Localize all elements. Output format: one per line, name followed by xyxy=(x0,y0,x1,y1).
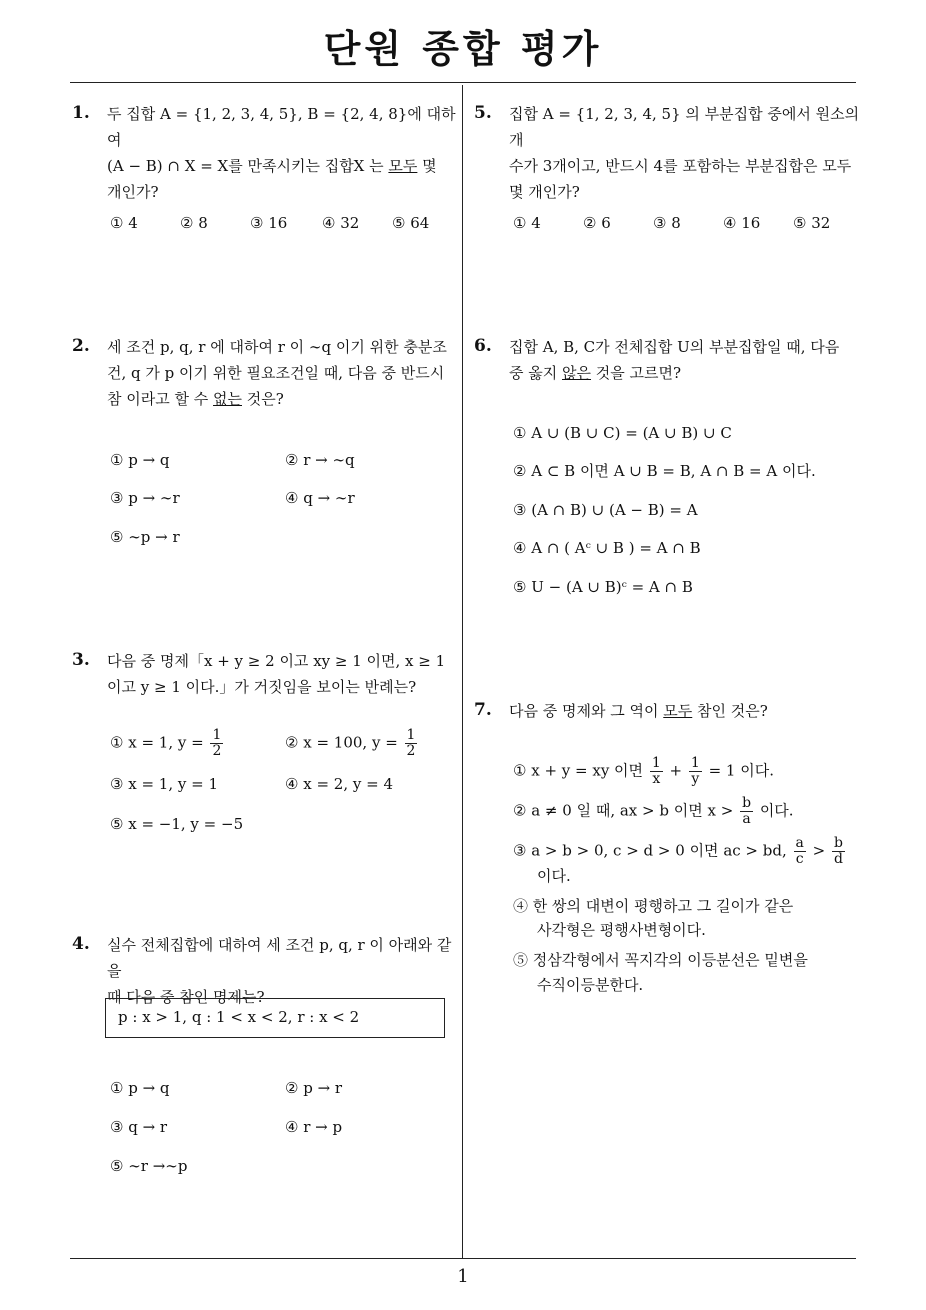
question-3 xyxy=(72,648,458,700)
answer-choices xyxy=(513,752,858,1002)
fraction xyxy=(405,728,418,759)
question-number: 4. xyxy=(72,934,90,954)
question-6 xyxy=(474,334,860,386)
text-line xyxy=(107,386,458,412)
question-number: 6. xyxy=(474,336,492,356)
question-text xyxy=(107,648,458,700)
text-line: 개인가? xyxy=(107,183,159,201)
page-title: 단원 종합 평가 xyxy=(323,27,603,71)
choice-5[interactable]: ⑤ U − (A ∪ B)ᶜ = A ∩ B xyxy=(513,578,693,596)
choice-5-continuation: 수직이등분한다. xyxy=(537,976,644,994)
denominator: 2 xyxy=(406,743,416,759)
question-7 xyxy=(474,698,860,724)
choice-3[interactable]: ③ q → r xyxy=(110,1118,168,1136)
choice-4-continuation: 사각형은 평행사변형이다. xyxy=(537,921,706,939)
choice-3-continuation: 이다. xyxy=(537,867,571,885)
choice-2[interactable]: ② r → ∼q xyxy=(285,451,355,469)
choice-1[interactable]: ① p → q xyxy=(110,451,170,469)
answer-choices xyxy=(110,728,450,838)
denominator: y xyxy=(691,771,700,787)
text-segment: (A − B) ∩ X = X를 만족시키는 집합X 는 xyxy=(107,157,389,175)
choice-3[interactable]: ③ x = 1, y = 1 xyxy=(110,775,218,793)
choice-text: ② x = 100, y = xyxy=(285,733,398,752)
question-1 xyxy=(72,101,458,205)
question-text xyxy=(509,334,860,386)
denominator: c xyxy=(795,851,804,867)
top-rule xyxy=(70,82,856,83)
text-line: 이고 y ≥ 1 이다.」가 거짓임을 보이는 반례는? xyxy=(107,678,417,696)
denominator: x xyxy=(652,771,661,787)
text-segment: 몇 xyxy=(417,157,437,175)
column-divider xyxy=(462,85,463,1259)
choice-text: 이다. xyxy=(759,801,794,820)
numerator: 1 xyxy=(212,727,222,743)
question-2 xyxy=(72,334,458,412)
choice-2[interactable] xyxy=(513,796,794,827)
fraction xyxy=(832,836,845,867)
numerator: b xyxy=(742,795,752,811)
text-line: 실수 전체집합에 대하여 세 조건 p, q, r 이 아래와 같을 xyxy=(107,936,452,980)
choice-5[interactable]: ⑤ 32 xyxy=(793,214,831,232)
choice-5[interactable]: ⑤ ∼p → r xyxy=(110,528,180,546)
choice-1[interactable]: ① 4 xyxy=(110,214,138,232)
choice-3[interactable]: ③ p → ∼r xyxy=(110,489,180,507)
choice-3[interactable]: ③ 8 xyxy=(653,214,681,232)
text-line: 때 다음 중 참인 명제는? xyxy=(107,988,265,1006)
question-text xyxy=(509,101,860,205)
choice-1[interactable] xyxy=(110,728,225,759)
numerator: b xyxy=(834,835,843,851)
question-number: 5. xyxy=(474,103,492,123)
choice-1[interactable]: ① p → q xyxy=(110,1079,170,1097)
choice-2[interactable] xyxy=(285,728,419,759)
choice-4[interactable]: ④ 32 xyxy=(322,214,360,232)
numerator: a xyxy=(795,835,804,851)
plus-sign: + xyxy=(669,761,683,780)
choice-3[interactable] xyxy=(513,836,847,867)
choice-4[interactable]: ④ A ∩ ( Aᶜ ∪ B ) = A ∩ B xyxy=(513,539,701,557)
numerator: 1 xyxy=(406,727,416,743)
choice-4[interactable]: ④ 한 쌍의 대변이 평행하고 그 길이가 같은 xyxy=(513,897,794,915)
fraction xyxy=(689,756,702,787)
text-line xyxy=(509,360,860,386)
choice-text: ① x = 1, y = xyxy=(110,733,204,752)
choice-text: ③ a > b > 0, c > d > 0 이면 ac > bd, xyxy=(513,841,787,860)
choice-2[interactable]: ② p → r xyxy=(285,1079,343,1097)
choice-4[interactable]: ④ r → p xyxy=(285,1118,343,1136)
text-line: 수가 3개이고, 반드시 4를 포함하는 부분집합은 모두 xyxy=(509,157,852,175)
choice-5[interactable]: ⑤ 정삼각형에서 꼭지각의 이등분선은 밑변을 xyxy=(513,951,808,969)
fraction xyxy=(740,796,753,827)
choice-5[interactable]: ⑤ ∼r →∼p xyxy=(110,1157,188,1175)
choice-2[interactable]: ② 6 xyxy=(583,214,611,232)
denominator: a xyxy=(742,811,751,827)
choice-text: ② a ≠ 0 일 때, ax > b 이면 x > xyxy=(513,801,734,820)
choice-1[interactable]: ① 4 xyxy=(513,214,541,232)
numerator: 1 xyxy=(690,755,700,771)
choice-5[interactable]: ⑤ x = −1, y = −5 xyxy=(110,815,244,833)
question-number: 2. xyxy=(72,336,90,356)
fraction xyxy=(650,756,663,787)
choice-1[interactable] xyxy=(513,756,774,787)
choice-text: = 1 이다. xyxy=(708,761,774,780)
text-segment: 참 이라고 할 수 xyxy=(107,390,214,408)
text-line: 두 집합 A = {1, 2, 3, 4, 5}, B = {2, 4, 8}에 대하여 xyxy=(107,105,456,149)
question-text xyxy=(107,334,458,412)
text-line: 세 조건 p, q, r 에 대하여 r 이 ∼q 이기 위한 충분조 xyxy=(107,338,447,356)
underlined-word: 않은 xyxy=(562,364,591,382)
text-segment: 참인 것은? xyxy=(692,702,768,720)
question-number: 7. xyxy=(474,700,492,720)
numerator: 1 xyxy=(651,755,661,771)
text-line: 집합 A = {1, 2, 3, 4, 5} 의 부분집합 중에서 원소의 개 xyxy=(509,105,860,149)
text-segment: 중 옳지 xyxy=(509,364,563,382)
choice-3[interactable]: ③ 16 xyxy=(250,214,288,232)
text-line: 집합 A, B, C가 전체집합 U의 부분집합일 때, 다음 xyxy=(509,338,840,356)
underlined-word: 모두 xyxy=(663,702,693,720)
question-number: 1. xyxy=(72,103,90,123)
text-line xyxy=(107,153,458,179)
question-text xyxy=(107,101,458,205)
choice-5[interactable]: ⑤ 64 xyxy=(392,214,430,232)
text-segment: 것은? xyxy=(242,390,284,408)
choice-2[interactable]: ② A ⊂ B 이면 A ∪ B = B, A ∩ B = A 이다. xyxy=(513,462,816,480)
question-5 xyxy=(474,101,860,205)
choice-4[interactable]: ④ x = 2, y = 4 xyxy=(285,775,393,793)
choice-4[interactable]: ④ q → ∼r xyxy=(285,489,355,507)
choice-text: ① x + y = xy 이면 xyxy=(513,761,644,780)
text-line: 건, q 가 p 이기 위한 필요조건일 때, 다음 중 반드시 xyxy=(107,364,445,382)
answer-choices xyxy=(513,423,853,603)
conditions-box: p : x > 1, q : 1 < x < 2, r : x < 2 xyxy=(105,998,445,1038)
bottom-rule xyxy=(70,1258,856,1259)
underlined-word: 모두 xyxy=(388,157,418,175)
page-number: 1 xyxy=(457,1266,469,1287)
text-line: 다음 중 명제「x + y ≥ 2 이고 xy ≥ 1 이면, x ≥ 1 xyxy=(107,652,446,670)
fraction xyxy=(210,728,223,759)
choice-2[interactable]: ② 8 xyxy=(180,214,208,232)
text-segment: 다음 중 명제와 그 역이 xyxy=(509,702,664,720)
choice-4[interactable]: ④ 16 xyxy=(723,214,761,232)
text-line xyxy=(509,698,860,724)
fraction xyxy=(794,836,806,867)
text-line: 몇 개인가? xyxy=(509,183,580,201)
answer-choices xyxy=(110,450,450,550)
question-number: 3. xyxy=(72,650,90,670)
choice-3[interactable]: ③ (A ∩ B) ∪ (A − B) = A xyxy=(513,501,698,519)
answer-choices xyxy=(110,1078,450,1178)
text-segment: 것을 고르면? xyxy=(591,364,682,382)
denominator: 2 xyxy=(212,743,222,759)
denominator: d xyxy=(834,851,843,867)
underlined-word: 없는 xyxy=(213,390,242,408)
greater-than-sign: > xyxy=(812,841,826,860)
question-text xyxy=(509,698,860,724)
choice-1[interactable]: ① A ∪ (B ∪ C) = (A ∪ B) ∪ C xyxy=(513,424,732,442)
